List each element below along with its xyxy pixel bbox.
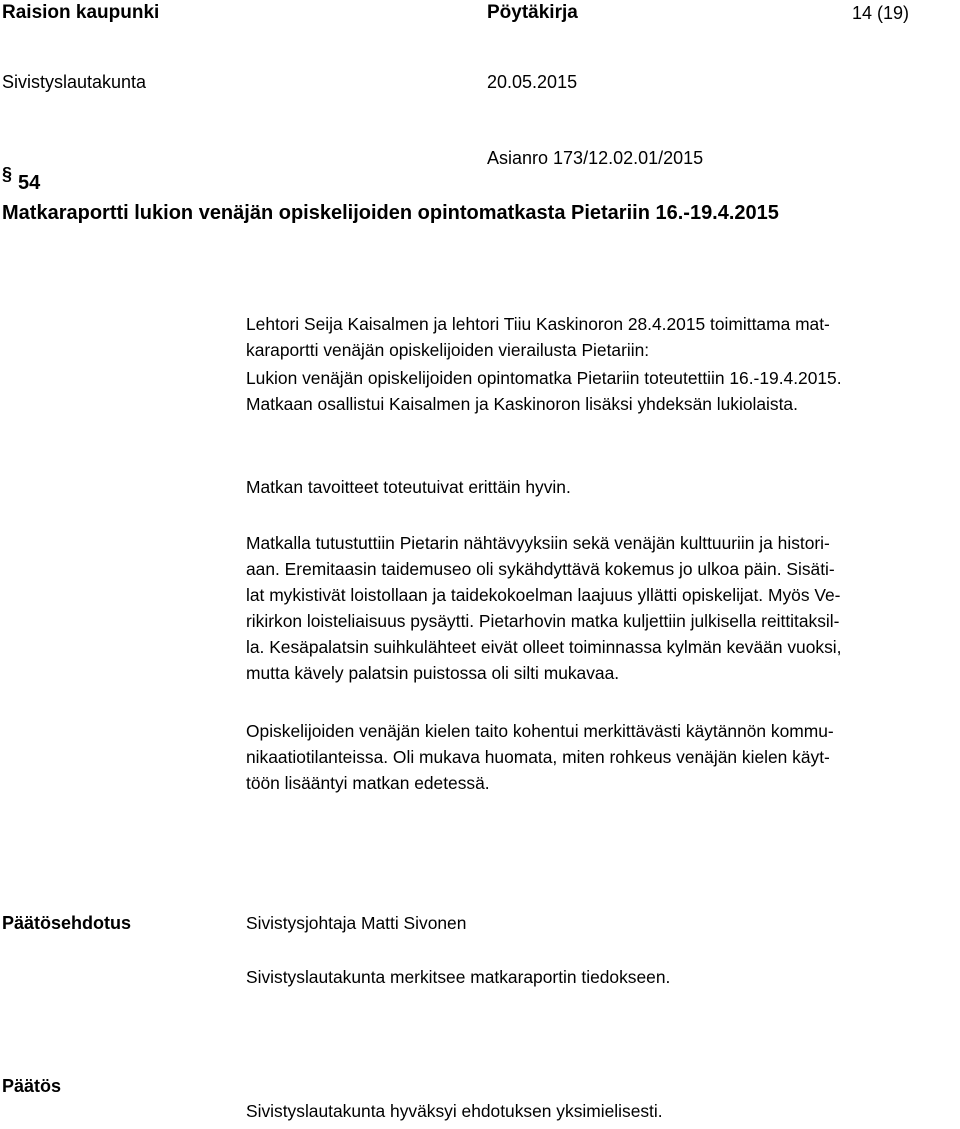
text-line: mutta kävely palatsin puistossa oli silti mukavaa. [246, 663, 620, 683]
paragraph-language [246, 718, 958, 796]
decision-text: Sivistyslautakunta hyväksyi ehdotuksen yksimielisesti. [246, 1101, 663, 1121]
text-line: Matkan tavoitteet toteutuivat erittäin hyvin. [246, 477, 571, 497]
proposal-author: Sivistysjohtaja Matti Sivonen [246, 913, 467, 933]
meeting-date: 20.05.2015 [487, 72, 578, 92]
text-line: Opiskelijoiden venäjän kielen taito kohentui merkittävästi käytännön kommu- [246, 721, 834, 741]
text-line: Lukion venäjän opiskelijoiden opintomatka Pietariin toteutettiin 16.-19.4.2015. [246, 368, 842, 388]
paragraph-trip [246, 365, 958, 417]
section-number: 54 [18, 172, 41, 194]
document-type: Pöytäkirja [487, 2, 578, 23]
text-line: rikirkon loisteliaisuus pysäytti. Pietarhovin matka kuljettiin julkisella reittitaksil- [246, 611, 840, 631]
text-line: nikaatiotilanteissa. Oli mukava huomata, miten rohkeus venäjän kielen käyt- [246, 747, 830, 767]
paragraph-sights [246, 530, 958, 686]
text-line: la. Kesäpalatsin suihkulähteet eivät olleet toiminnassa kylmän kevään vuoksi, [246, 637, 842, 657]
proposal-text: Sivistyslautakunta merkitsee matkaraportin tiedokseen. [246, 967, 671, 987]
case-title: Matkaraportti lukion venäjän opiskelijoiden opintomatkasta Pietariin 16.-19.4.2015 [2, 202, 779, 224]
text-line: töön lisääntyi matkan edetessä. [246, 773, 490, 793]
text-line: aan. Eremitaasin taidemuseo oli sykähdyttävä kokemus jo ulkoa päin. Sisäti- [246, 559, 835, 579]
page-number: 14 (19) [852, 3, 910, 23]
text-line: Matkalla tutustuttiin Pietarin nähtävyyksiin sekä venäjän kulttuuriin ja histori- [246, 533, 830, 553]
org-name: Raision kaupunki [2, 2, 160, 23]
paragraph-goals [246, 474, 958, 500]
proposal-label: Päätösehdotus [2, 913, 132, 933]
case-number: Asianro 173/12.02.01/2015 [487, 148, 704, 168]
text-line: Matkaan osallistui Kaisalmen ja Kaskinoron lisäksi yhdeksän lukiolaista. [246, 394, 798, 414]
decision-label: Päätös [2, 1076, 62, 1096]
text-line: karaportti venäjän opiskelijoiden vierailusta Pietariin: [246, 340, 650, 360]
committee-name: Sivistyslautakunta [2, 72, 147, 92]
text-line: Lehtori Seija Kaisalmen ja lehtori Tiiu Kaskinoron 28.4.2015 toimittama mat- [246, 314, 830, 334]
text-line: lat mykistivät loistollaan ja taidekokoelman laajuus yllätti opiskelijat. Myös Ve- [246, 585, 841, 605]
intro-paragraph [246, 311, 958, 363]
section-symbol: § [2, 164, 13, 184]
section-heading [2, 164, 41, 195]
